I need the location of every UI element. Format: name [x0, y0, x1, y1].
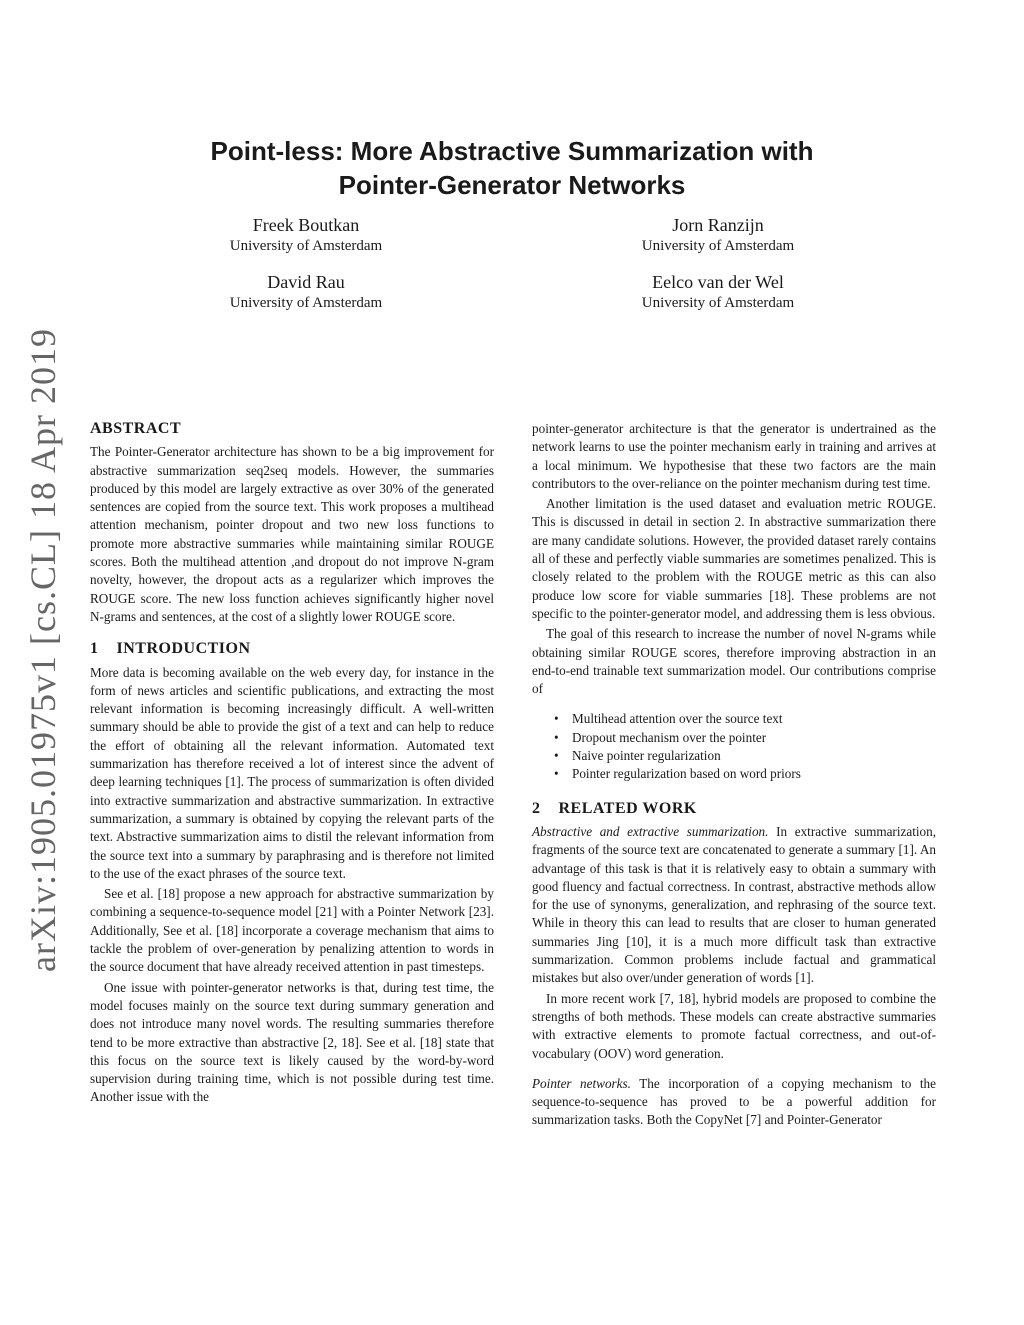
intro-heading [90, 640, 494, 658]
title-line-1: Point-less: More Abstractive Summarization with [210, 136, 814, 166]
intro-paragraph-5: The goal of this research to increase the number of novel N-grams while obtaining similar ROUGE scores, therefore improving abstraction in an end-to-end trainable text summarization model. Our contributions comprise of [532, 626, 936, 697]
author-affiliation: University of Amsterdam [229, 238, 383, 254]
intro-continued-paragraph: pointer-generator architecture is that the generator is undertrained as the network learns to use the pointer mechanism early in training and arrives at a local minimum. We hypothesise that these two factors are the main contributors to the over-reliance on the pointer mechanism during test time. [532, 421, 936, 491]
related-paragraph-2: In more recent work [7, 18], hybrid models are proposed to combine the strengths of both methods. These models can create abstractive summaries with extractive elements to promote factual correctness, and out-of-vocabulary (OOV) word generation. [532, 990, 936, 1061]
author-block [156, 271, 456, 313]
paper-title [150, 134, 874, 202]
author-affiliation: University of Amsterdam [229, 295, 383, 311]
title-line-2: Pointer-Generator Networks [338, 170, 686, 200]
list-item: • Pointer regularization based on word priors [572, 765, 936, 783]
list-item: • Naive pointer regularization [572, 747, 936, 765]
arxiv-stamp: arXiv:1905.01975v1 [cs.CL] 18 Apr 2019 [23, 328, 63, 972]
intro-paragraph-1: More data is becoming available on the web every day, for instance in the form of news articles and scientific publications, and extracting the most relevant information is becoming increasingly difficult. A well-written summary should be able to provide the gist of a text and can help to reduce the effort of obtaining all the relevant information. Automated text summarization has therefore received a lot of interest since the advent of deep learning techniques [1]. The process of summarization is often divided into extractive summarization and abstractive summarization. In extractive summarization, a summary is obtained by copying the relevant parts of the text. Abstractive summarization aims to distil the relevant information from the source text into a summary by paraphrasing and is therefore not limited to the use of the exact phrases of the source text. [90, 664, 494, 881]
section-number: 1 [90, 640, 99, 658]
list-item: • Multihead attention over the source text [572, 710, 936, 728]
author-block [156, 214, 456, 256]
author-name: Jorn Ranzijn [672, 215, 764, 235]
intro-paragraph-2: See et al. [18] propose a new approach for abstractive summarization by combining a sequence-to-sequence model [21] with a Pointer Network [23]. Additionally, See et al. [18] incorporate a coverage mechanism that aims to tackle the problem of over-generation by penalizing attention to words in the source document that have already received attention in past timesteps. [90, 886, 494, 975]
intro-paragraph-4: Another limitation is the used dataset and evaluation metric ROUGE. This is discussed in detail in section 2. In abstractive summarization there are many candidate solutions. However, the provided dataset rarely contains all of these and perfectly viable summaries are sometimes penalized. This is closely related to the problem with the ROUGE metric as this can also produce low score for viable summaries [18]. These problems are not specific to the pointer-generator model, and addressing them is less obvious. [532, 496, 936, 621]
author-name: Freek Boutkan [252, 215, 360, 235]
section-number: 2 [532, 799, 541, 817]
author-name: David Rau [267, 272, 345, 292]
abstract-heading: ABSTRACT [90, 420, 182, 437]
intro-paragraph-3: One issue with pointer-generator networks is that, during test time, the model focuses mainly on the source text during summary generation and does not introduce many novel words. The resulting summaries therefore tend to be more extractive than abstractive [2, 18]. See et al. [18] state that this focus on the source text is likely caused by the word-by-word supervision during training time, which is not possible during test time. Another issue with the [90, 979, 494, 1105]
paragraph-subheading: Pointer networks. [532, 1075, 631, 1091]
author-affiliation: University of Amsterdam [641, 295, 795, 311]
author-affiliation: University of Amsterdam [641, 238, 795, 254]
paragraph-text: In extractive summarization, fragments of the source text are concatenated to generate a summary [1]. An advantage of this task is that it is relatively easy to obtain a summary with good fluency and factual correctness. In contrast, abstractive methods allow for the use of synonyms, generalization, and rephrasing of the source text. While in theory this can lead to results that are closer to human generated summaries Jing [10], it is a much more difficult task than extractive summarization. Common problems include factual and grammatical mistakes but also over/under generation of words [1]. [532, 823, 937, 986]
related-paragraph-3 [532, 1075, 936, 1130]
related-work-heading [532, 800, 936, 818]
author-block [568, 271, 868, 313]
section-title: RELATED WORK [558, 799, 697, 817]
section-title: INTRODUCTION [116, 640, 251, 658]
author-name: Eelco van der Wel [652, 272, 784, 292]
list-item: • Dropout mechanism over the pointer [572, 729, 936, 747]
abstract-text: The Pointer-Generator architecture has shown to be a big improvement for abstractive summarization seq2seq models. However, the summaries produced by this model are largely extractive as over 30% of the generated sentences are copied from the source text. This work proposes a multihead attention mechanism, pointer dropout and two new loss functions to promote more abstractive summaries while maintaining similar ROUGE scores. Both the multihead attention ,and dropout do not improve N-gram novelty, however, the dropout acts as a regularizer which improves the ROUGE score. The new loss function achieves significantly higher novel N-grams and sentences, at the cost of a slightly lower ROUGE score. [90, 444, 494, 624]
right-column [532, 420, 936, 1130]
related-paragraph-1 [532, 823, 936, 988]
paragraph-text: The incorporation of a copying mechanism to the sequence-to-sequence has proved to be a powerful addition for summarization tasks. Both the CopyNet [7] and Pointer-Generator [532, 1075, 936, 1128]
author-block [568, 214, 868, 256]
contributions-list [532, 710, 936, 783]
left-column [90, 420, 494, 1107]
paragraph-subheading: Abstractive and extractive summarization. [532, 823, 769, 839]
